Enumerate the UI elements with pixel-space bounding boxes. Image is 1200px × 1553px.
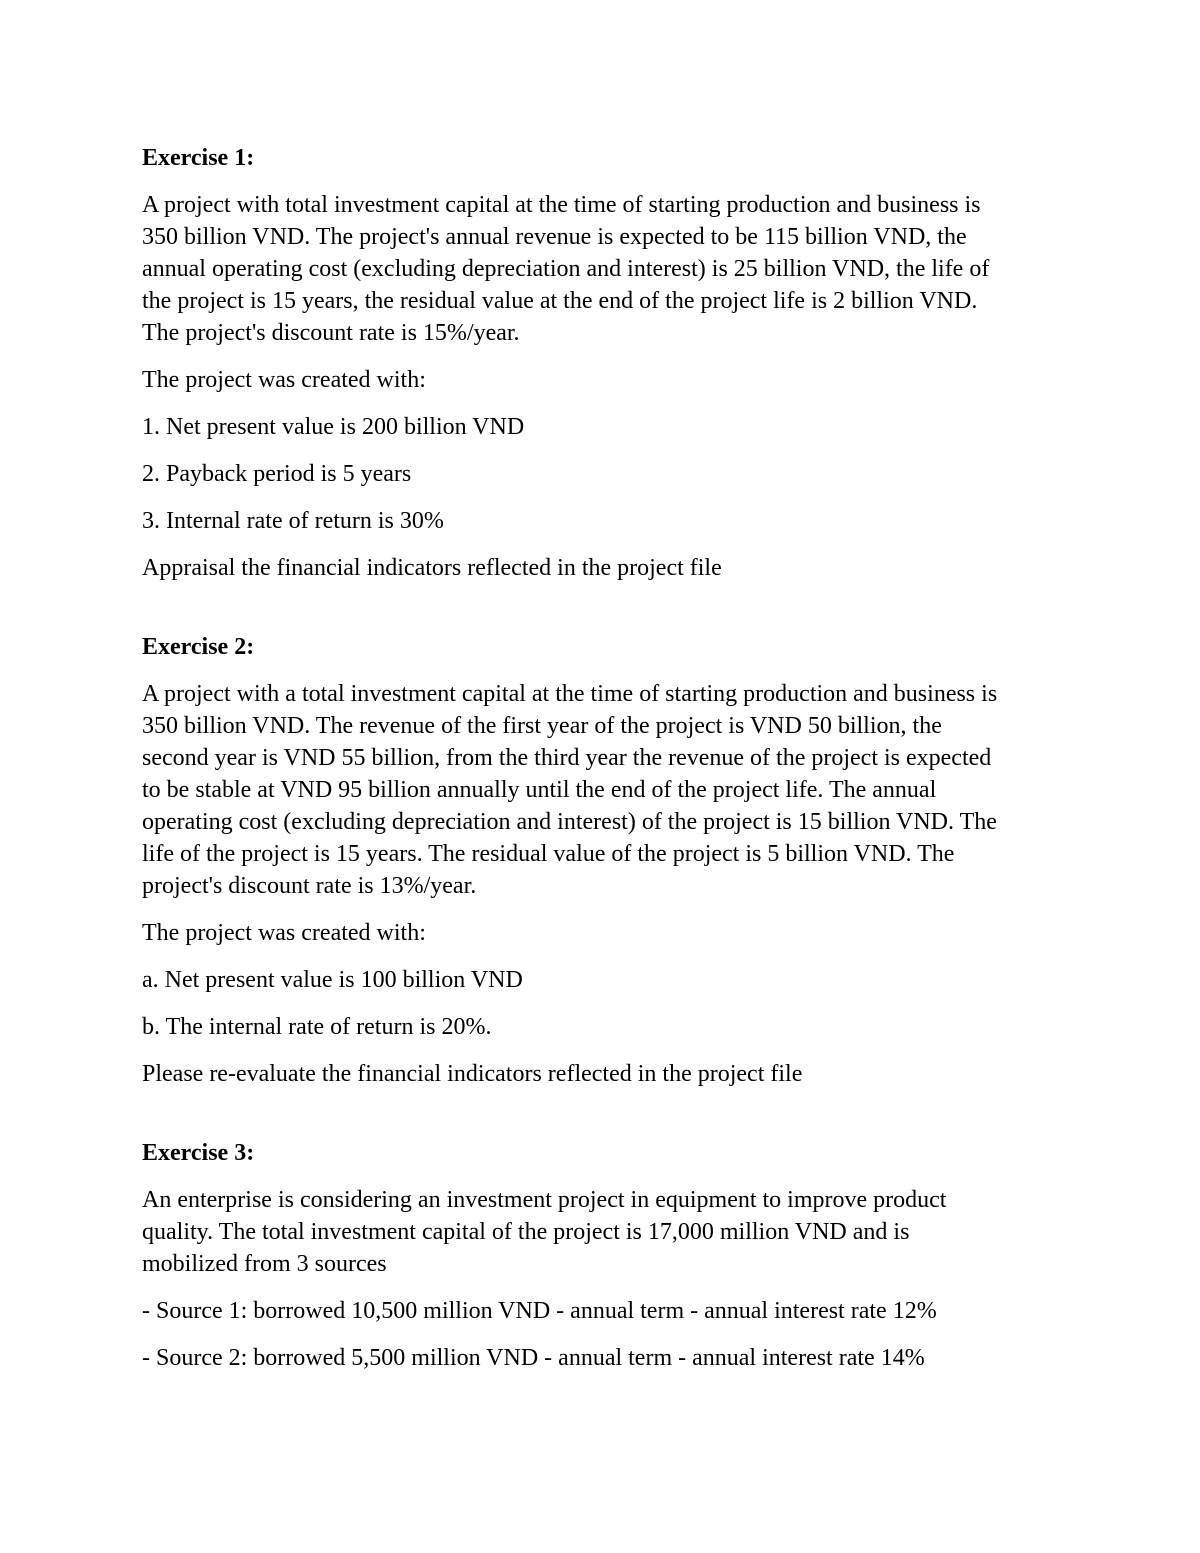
exercise-intro: The project was created with: [142, 367, 426, 393]
document-content [142, 142, 1062, 1389]
exercise-heading: Exercise 2: [142, 634, 255, 660]
exercise-heading: Exercise 1: [142, 145, 255, 171]
list-item: 2. Payback period is 5 years [142, 461, 412, 487]
body-line: An enterprise is considering an investment project in equipment to improve product [142, 1187, 947, 1213]
list-item: b. The internal rate of return is 20%. [142, 1014, 492, 1040]
exercise-closing: Appraisal the financial indicators reflected in the project file [142, 555, 722, 581]
exercise-closing: Please re-evaluate the financial indicators reflected in the project file [142, 1061, 803, 1087]
body-line: project's discount rate is 13%/year. [142, 873, 477, 899]
body-line: quality. The total investment capital of the project is 17,000 million VND and is [142, 1219, 910, 1245]
body-line: A project with total investment capital at the time of starting production and business is [142, 192, 981, 218]
list-item: - Source 1: borrowed 10,500 million VND - annual term - annual interest rate 12% [142, 1298, 937, 1324]
exercise-2 [142, 631, 1062, 1090]
body-line: A project with a total investment capital at the time of starting production and business is [142, 681, 998, 707]
body-line: 350 billion VND. The revenue of the first year of the project is VND 50 billion, the [142, 713, 942, 739]
exercise-3 [142, 1137, 1062, 1374]
list-item: 1. Net present value is 200 billion VND [142, 414, 525, 440]
exercise-body [142, 1184, 1062, 1280]
body-line: mobilized from 3 sources [142, 1251, 387, 1277]
exercise-heading: Exercise 3: [142, 1140, 255, 1166]
list-item: 3. Internal rate of return is 30% [142, 508, 444, 534]
list-item: - Source 2: borrowed 5,500 million VND - annual term - annual interest rate 14% [142, 1345, 925, 1371]
body-line: life of the project is 15 years. The residual value of the project is 5 billion VND. The [142, 841, 955, 867]
body-line: to be stable at VND 95 billion annually until the end of the project life. The annual [142, 777, 937, 803]
list-item: a. Net present value is 100 billion VND [142, 967, 523, 993]
exercise-body [142, 678, 1062, 902]
body-line: 350 billion VND. The project's annual revenue is expected to be 115 billion VND, the [142, 224, 967, 250]
body-line: operating cost (excluding depreciation and interest) of the project is 15 billion VND. The [142, 809, 997, 835]
body-line: annual operating cost (excluding depreciation and interest) is 25 billion VND, the life of [142, 256, 990, 282]
exercise-1 [142, 142, 1062, 584]
body-line: The project's discount rate is 15%/year. [142, 320, 520, 346]
exercise-body [142, 189, 1062, 349]
exercise-intro: The project was created with: [142, 920, 426, 946]
body-line: the project is 15 years, the residual value at the end of the project life is 2 billion VND. [142, 288, 978, 314]
body-line: second year is VND 55 billion, from the third year the revenue of the project is expected [142, 745, 992, 771]
